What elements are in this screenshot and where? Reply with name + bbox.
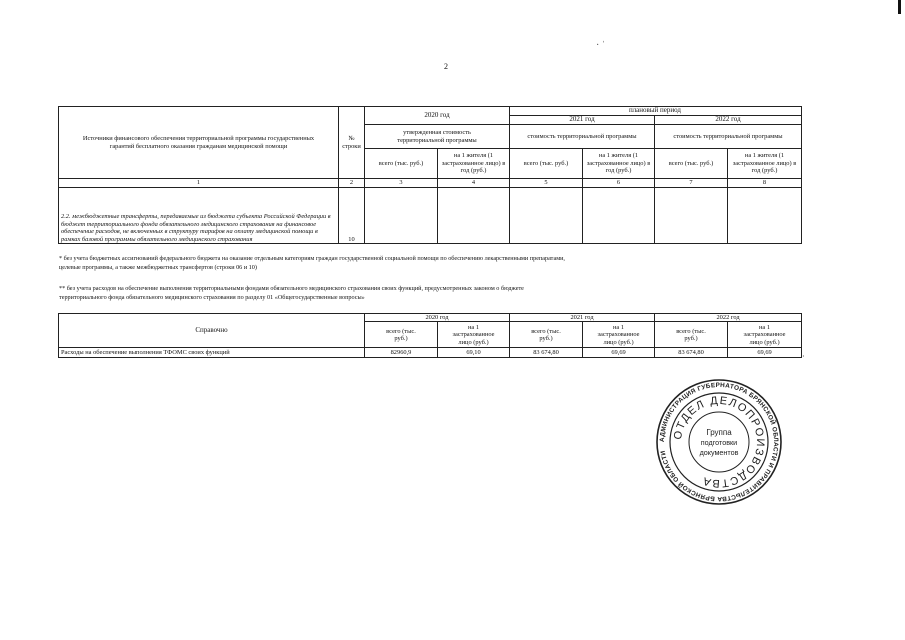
- header-year-2021: 2021 год: [510, 116, 655, 125]
- header-year-2020: 2020 год: [365, 107, 510, 125]
- empty-cell: [655, 188, 728, 244]
- reference-value: 83 674,80: [510, 348, 583, 358]
- stamp-inner-line-2: подготовки: [700, 438, 738, 447]
- reference-total-2020: всего (тыс. руб.): [365, 322, 438, 348]
- reference-per-insured-2020: на 1 застрахованное лицо (руб.): [438, 322, 510, 348]
- footnote-1-line-2: целевые программы, а также межбюджетных трансфертов (строки 06 и 10): [59, 263, 257, 271]
- reference-value: 69,69: [728, 348, 802, 358]
- column-number: 3: [365, 179, 438, 188]
- reference-year-2020: 2020 год: [365, 314, 510, 322]
- table-row: [59, 348, 802, 358]
- scan-mark: · ˈ: [596, 40, 606, 51]
- main-table: [58, 106, 802, 244]
- reference-value: 69,69: [583, 348, 655, 358]
- header-planned-period: плановый период: [510, 107, 802, 116]
- empty-cell: [365, 188, 438, 244]
- header-sources: Источники финансового обеспечения территориальной программы государственных гарантий бесплатного оказания гражданам медицинской помощи: [59, 107, 339, 179]
- reference-value: 82960,9: [365, 348, 438, 358]
- table-row: [59, 188, 802, 244]
- empty-cell: [728, 188, 802, 244]
- column-number: 5: [510, 179, 583, 188]
- column-number: 6: [583, 179, 655, 188]
- row-number: 10: [339, 188, 365, 244]
- reference-year-2022: 2022 год: [655, 314, 802, 322]
- stamp-inner-line-1: Группа: [706, 428, 732, 437]
- scan-mark: ·: [802, 352, 805, 361]
- reference-table: [58, 313, 802, 358]
- header-program-cost-2022: стоимость территориальной программы: [655, 125, 802, 149]
- empty-cell: [583, 188, 655, 244]
- reference-per-insured-2022: на 1 застрахованное лицо (руб.): [728, 322, 802, 348]
- stamp-inner-line-3: документов: [699, 448, 739, 457]
- header-per-capita-2022: на 1 жителя (1 застрахованное лицо) в год (руб.): [728, 149, 802, 179]
- column-number: 8: [728, 179, 802, 188]
- header-total-2022: всего (тыс. руб.): [655, 149, 728, 179]
- stamp-ring-text: ОТДЕЛ ДЕЛОПРОИЗВОДСТВА: [671, 394, 767, 490]
- header-program-cost-2021: стоимость территориальной программы: [510, 125, 655, 149]
- column-numbers-row: [59, 179, 802, 188]
- empty-cell: [510, 188, 583, 244]
- empty-cell: [438, 188, 510, 244]
- column-number: 4: [438, 179, 510, 188]
- row-text-interbudget-transfers: 2.2. межбюджетные трансферты, передаваемые из бюджета субъекта Российской Федерации в бюджет территориального фонда обязательного медицинского страхования на финансовое обеспечение расходов, не включенных в структуру тарифов на оплату медицинской помощи в рамках базовой программы обязательного медицинского страхования: [59, 188, 339, 244]
- page-number: 2: [444, 62, 448, 71]
- footnote-2: [59, 285, 524, 302]
- footnote-2-line-2: территориального фонда обязательного медицинского страхования по разделу 01 «Общегосударственные вопросы»: [59, 293, 365, 301]
- reference-year-2021: 2021 год: [510, 314, 655, 322]
- scan-edge-mark: [898, 0, 901, 14]
- header-per-capita-2020: на 1 жителя (1 застрахованное лицо) в год (руб.): [438, 149, 510, 179]
- header-year-2022: 2022 год: [655, 116, 802, 125]
- header-per-capita-2021: на 1 жителя (1 застрахованное лицо) в год (руб.): [583, 149, 655, 179]
- reference-total-2022: всего (тыс. руб.): [655, 322, 728, 348]
- header-row-number: № строки: [339, 107, 365, 179]
- reference-total-2021: всего (тыс. руб.): [510, 322, 583, 348]
- reference-row-label: Расходы на обеспечение выполнения ТФОМС своих функций: [59, 348, 365, 358]
- reference-value: 69,10: [438, 348, 510, 358]
- reference-per-insured-2021: на 1 застрахованное лицо (руб.): [583, 322, 655, 348]
- footnote-1-line-1: * без учета бюджетных ассигнований федерального бюджета на оказание отдельным категориям граждан государственной социальной помощи по обеспечению лекарственными препаратами,: [59, 255, 565, 262]
- footnote-2-line-1: ** без учета расходов на обеспечение выполнения территориальными фондами обязательного медицинского страхования своих функций, предусмотренных законом о бюджете: [59, 285, 524, 292]
- column-number: 2: [339, 179, 365, 188]
- column-number: 1: [59, 179, 339, 188]
- header-total-2020: всего (тыс. руб.): [365, 149, 438, 179]
- reference-value: 83 674,80: [655, 348, 728, 358]
- header-total-2021: всего (тыс. руб.): [510, 149, 583, 179]
- stamp-outer-text: АДМИНИСТРАЦИЯ ГУБЕРНАТОРА БРЯНСКОЙ ОБЛАСТИ И ПРАВИТЕЛЬСТВА БРЯНСКОЙ ОБЛАСТИ: [658, 381, 780, 503]
- header-approved-cost: утвержденная стоимость территориальной программы: [365, 125, 510, 149]
- office-stamp-seal: [655, 378, 783, 506]
- footnote-1: [59, 255, 565, 272]
- column-number: 7: [655, 179, 728, 188]
- reference-header: Справочно: [59, 314, 365, 348]
